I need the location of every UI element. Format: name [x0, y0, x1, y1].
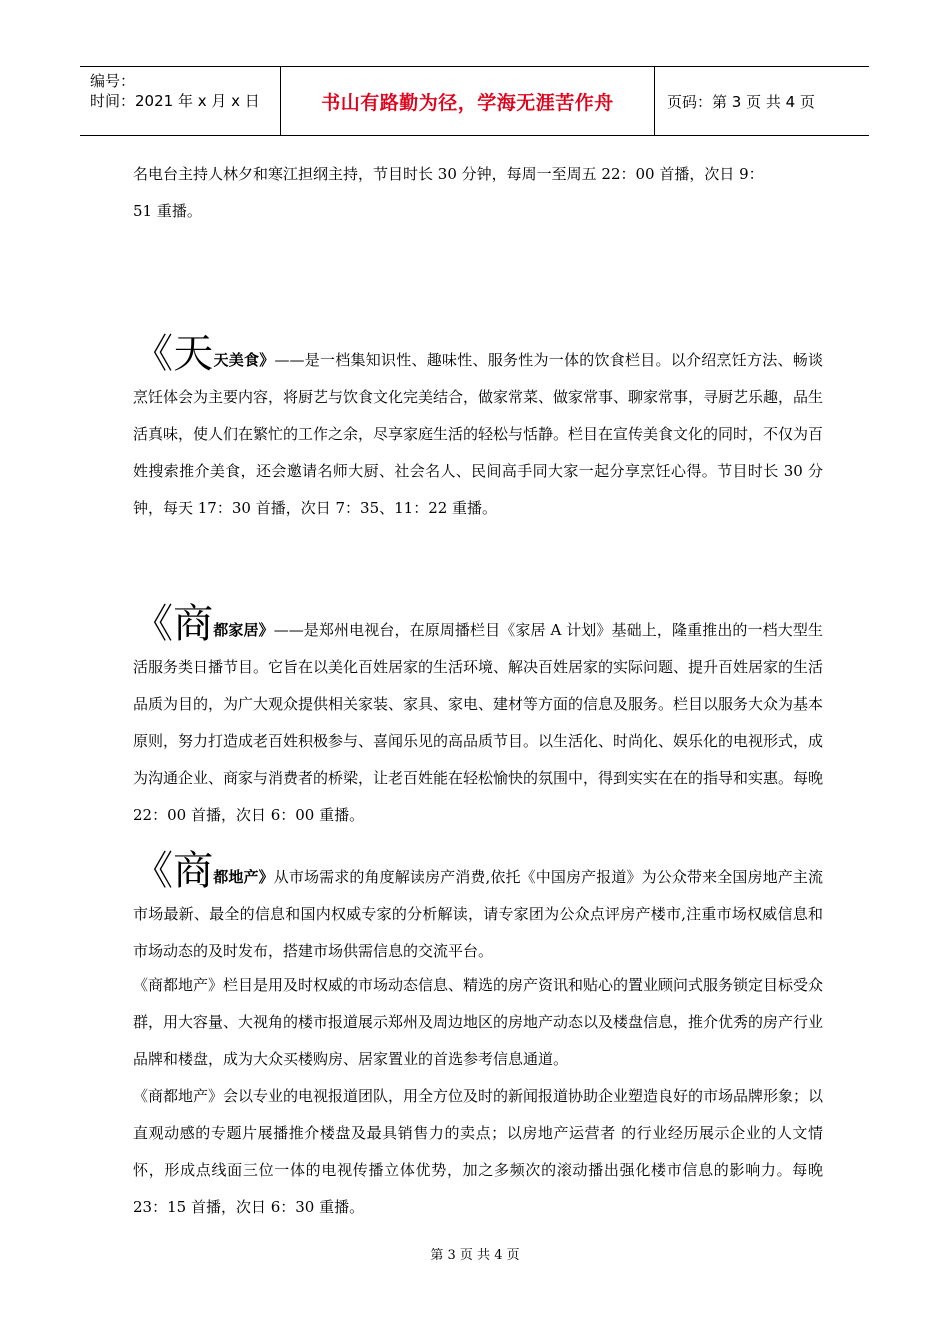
section1-title-rest: 天美食》: [213, 351, 275, 369]
header-meta: [80, 67, 281, 135]
section2-title-open: 《商: [133, 601, 214, 647]
section2-title-rest: 都家居》: [213, 621, 274, 639]
intro-paragraph: [133, 156, 823, 230]
section1-text: ——是一档集知识性、趣味性、服务性为一体的饮食栏目。以介绍烹饪方法、畅谈烹饪体会为主要内容，将厨艺与饮食文化完美结合，做家常菜、做家常事、聊家常事，寻厨艺乐趣，品生活真味，使人们在繁忙的工作之余，尽享家庭生活的轻松与恬静。栏目在宣传美食文化的同时，不仅为百姓搜索推介美食，还会邀请名师大厨、社会名人、民间高手同大家一起分享烹饪心得。节目时长 30 分钟，每天 17：30 首播，次日 7：35、11：22 重播。: [133, 351, 824, 517]
section3-title-open: 《商: [133, 848, 214, 894]
section3-paragraph-3: 《商都地产》会以专业的电视报道团队，用全方位及时的新闻报道协助企业塑造良好的市场品牌形象；以直观动感的专题片展播推介楼盘及最具销售力的卖点；以房地产运营者 的行业经历展示企业的人文情怀，形成点线面三位一体的电视传播立体优势，加之多频次的滚动播出强化楼市信息的影响力。每晚 23：15 首播，次日 6：30 重播。: [133, 1087, 824, 1216]
header-motto: 书山有路勤为径，学海无涯苦作舟: [281, 67, 655, 135]
section2-text: ——是郑州电视台，在原周播栏目《家居 A 计划》基础上，隆重推出的一档大型生活服务类日播节目。它旨在以美化百姓居家的生活环境、解决百姓居家的实际问题、提升百姓居家的生活品质为目的，为广大观众提供相关家装、家具、家电、建材等方面的信息及服务。栏目以服务大众为基本原则，努力打造成老百姓积极参与、喜闻乐见的高品质节目。以生活化、时尚化、娱乐化的电视形式，成为沟通企业、商家与消费者的桥梁，让老百姓能在轻松愉快的氛围中，得到实实在在的指导和实惠。每晚 22：00 首播，次日 6：00 重播。: [133, 621, 824, 824]
intro-line-2: 51 重播。: [133, 202, 202, 220]
page-footer: 第 3 页 共 4 页: [430, 1248, 520, 1263]
section-tiantian-meishi: [133, 331, 824, 527]
section3-paragraph-2: 《商都地产》栏目是用及时权威的市场动态信息、精选的房产资讯和贴心的置业顾问式服务锁定目标受众群，用大容量、大视角的楼市报道展示郑州及周边地区的房地产动态以及楼盘信息，推介优秀的房产行业品牌和楼盘，成为大众买楼购房、居家置业的首选参考信息通道。: [133, 976, 824, 1068]
code-label: 编号：: [90, 72, 136, 90]
header-page-info: 页码：第 3 页 共 4 页: [667, 92, 815, 111]
section-shangdu-jiaju: [133, 601, 824, 834]
section-shangdu-dichan: [133, 848, 823, 970]
page-header: [80, 66, 869, 136]
intro-line-1: 名电台主持人林夕和寒江担纲主持，节目时长 30 分钟，每周一至周五 22：00 首播，次日 9：: [133, 165, 764, 183]
section1-title-open: 《天: [133, 331, 214, 377]
section3-title-rest: 都地产》: [213, 868, 274, 886]
time-label: 时间：2021 年 x 月 x 日: [90, 92, 260, 110]
section3-text: 从市场需求的角度解读房产消费,依托《中国房产报道》为公众带来全国房地产主流市场最新、最全的信息和国内权威专家的分析解读，请专家团为公众点评房产楼市,注重市场权威信息和市场动态的及时发布，搭建市场供需信息的交流平台。: [133, 868, 823, 960]
